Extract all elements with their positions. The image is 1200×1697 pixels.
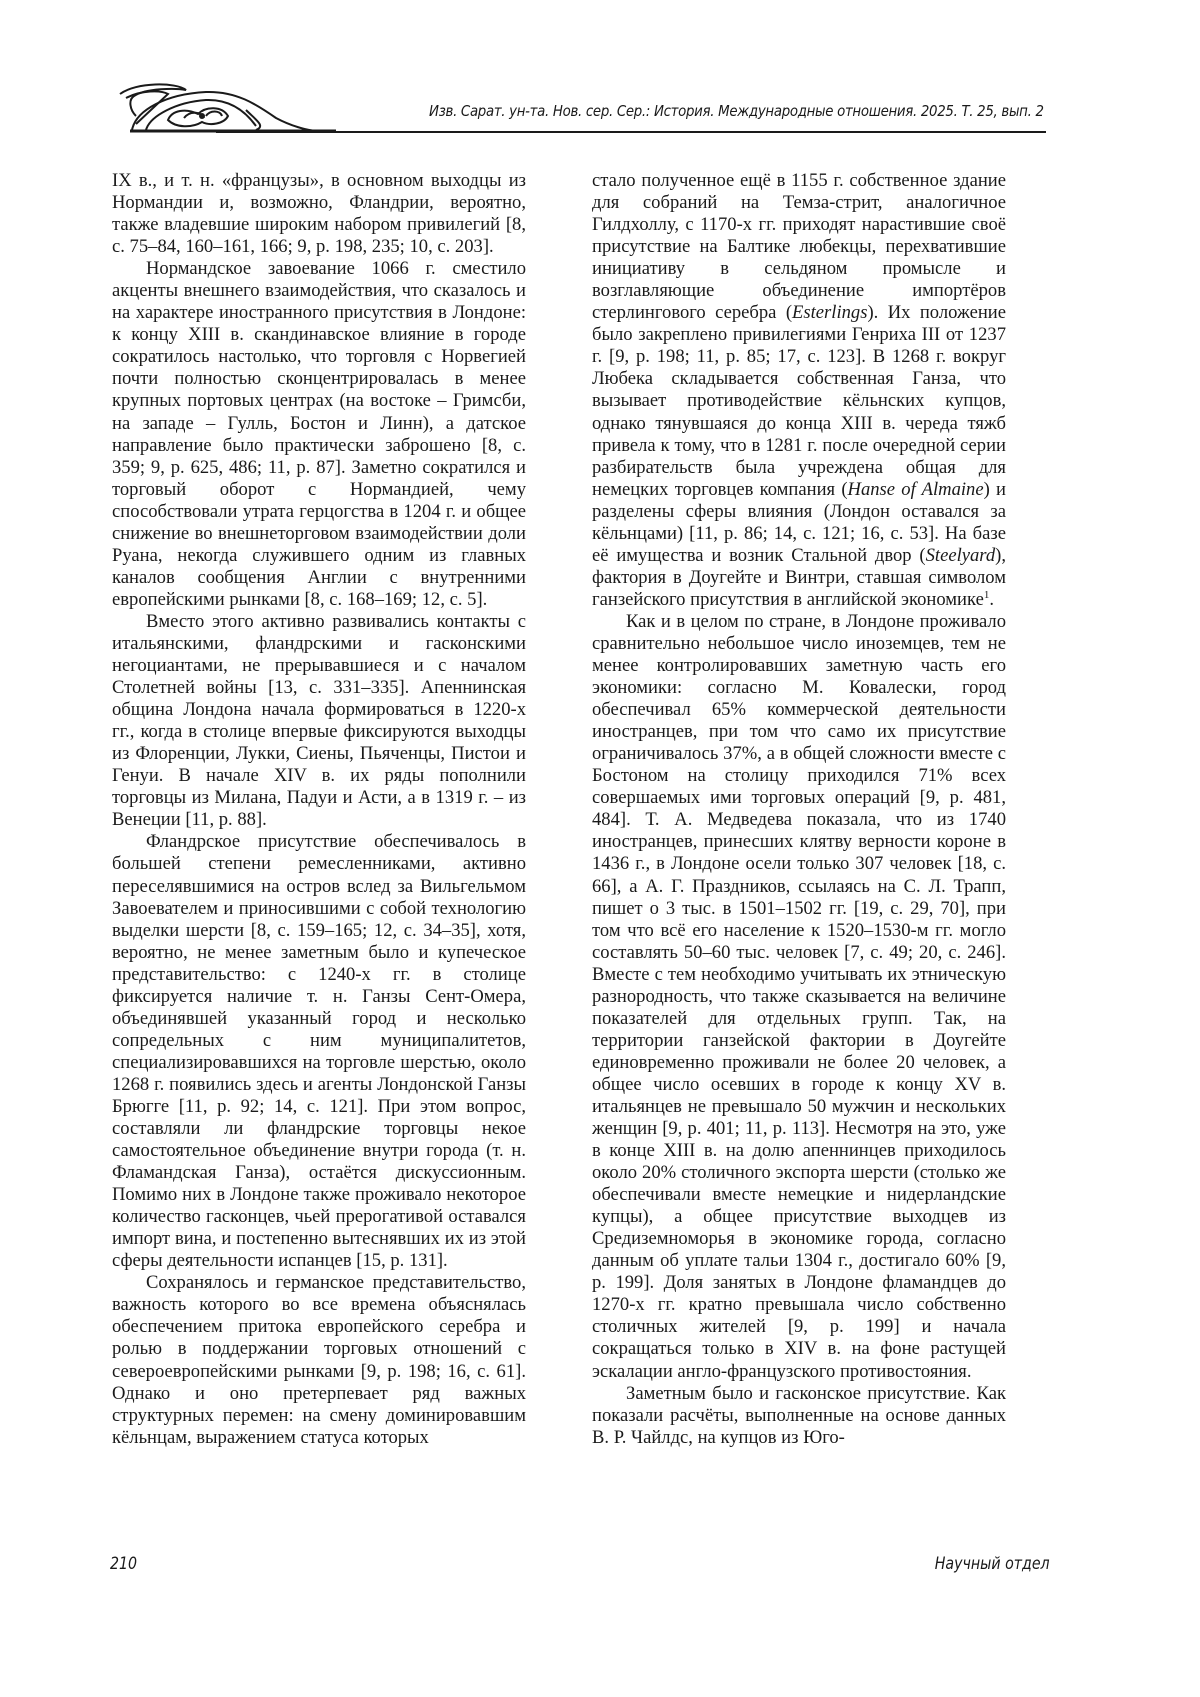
paragraph	[592, 170, 1006, 611]
paragraph: Сохранялось и германское представительство, важность которого во все времена объяснялась обеспечением притока европейского серебра и ролью в поддержании торговых отношений с североевропейскими рынками [9, p. 198; 16, с. 61]. Однако и оно претерпевает ряд важных структурных перемен: на смену доминировавшим кёльнцам, выражением статуса которых	[112, 1272, 526, 1448]
paragraph: Фландрское присутствие обеспечивалось в большей степени ремесленниками, активно переселявшимися на остров вслед за Вильгельмом Завоевателем и приносившими с собой технологию выделки шерсти [8, с. 159–165; 12, с. 34–35], хотя, вероятно, не менее заметным было и купеческое представительство: с 1240-х гг. в столице фиксируется наличие т. н. Ганзы Сент-Омера, объединявшей указанный город и несколько сопредельных с ним муниципалитетов, специализировавшихся на торговле шерстью, около 1268 г. появились здесь и агенты Лондонской Ганзы Брюгге [11, p. 92; 14, с. 121]. При этом вопрос, составляли ли фландрские торговцы некое самостоятельное объединение внутри города (т. н. Фламандская Ганза), остаётся дискуссионным. Помимо них в Лондоне также проживало некоторое количество гасконцев, чьей прерогативой оставался импорт вина, и постепенно вытеснявших их из этой сферы деятельности испанцев [15, p. 131].	[112, 831, 526, 1272]
paragraph: IX в., и т. н. «французы», в основном выходцы из Нормандии и, возможно, Фландрии, вероятно, также владевшие широким набором привилегий [8, с. 75–84, 160–161, 166; 9, p. 198, 235; 10, с. 203].	[112, 170, 526, 258]
italic-term: Hanse of Almaine	[847, 478, 984, 500]
section-name: Научный отдел	[935, 1554, 1050, 1573]
paragraph: Как и в целом по стране, в Лондоне проживало сравнительно небольшое число иноземцев, тем не менее контролировавших заметную часть его экономики: согласно М. Ковалески, город обеспечивал 65% коммерческой деятельности иностранцев, при том что само их присутствие ограничивалось 37%, а в общей сложности вместе с Бостоном на столицу приходился 71% всех совершаемых ими торговых операций [9, p. 481, 484]. Т. А. Медведева показала, что из 1740 иностранцев, принесших клятву верности короне в 1436 г., в Лондоне осели только 307 человек [18, с. 66], а А. Г. Праздников, ссылаясь на С. Л. Трапп, пишет о 3 тыс. в 1501–1502 гг. [19, с. 29, 70], при том что всё его население к 1520–1530-м гг. могло составлять 50–60 тыс. человек [7, с. 49; 20, с. 246]. Вместе с тем необходимо учитывать их этническую разнородность, что также сказывается на величине показателей для отдельных групп. Так, на территории ганзейской фактории в Доугейте единовременно проживали не более 20 человек, а общее число осевших в городе к концу XV в. итальянцев не превышало 50 мужчин и нескольких женщин [9, p. 401; 11, p. 113]. Несмотря на это, уже в конце XIII в. на долю апеннинцев приходилось около 20% столичного экспорта шерсти (столько же обеспечивали вместе немецкие и нидерландские купцы), а общее присутствие выходцев из Средиземноморья в экономике города, согласно данным об уплате тальи 1304 г., достигало 60% [9, p. 199]. Доля занятых в Лондоне фламандцев до 1270-х гг. кратно превышала число собственно столичных жителей [9, p. 199] и начала сокращаться только в XIV в. на фоне растущей эскалации англо-французского противостояния.	[592, 610, 1006, 1382]
right-column	[592, 170, 1006, 1449]
footnote-marker[interactable]: 1	[983, 588, 990, 601]
text-run: .	[989, 588, 994, 610]
text-run: ). Их положение было закреплено привилегиями Генриха III от 1237 г. [9, p. 198; 11, p. 85; 17, с. 123]. В 1268 г. вокруг Любека складывается собственная Ганза, что вызывает противодействие кёльнских купцов, однако тянувшаяся до конца XIII в. череда тяжб привела к тому, что в 1281 г. после очередной серии разбирательств была учреждена общая для немецких торговцев компания (	[592, 302, 1006, 500]
italic-term: Esterlings	[792, 302, 868, 324]
header-rule	[216, 131, 1046, 133]
text-run: ), фактория в Доугейте и Винтри, ставшая символом ганзейского присутствия в английской экономике	[592, 544, 1006, 610]
italic-term: Steelyard	[925, 544, 996, 566]
paragraph: Нормандское завоевание 1066 г. сместило акценты внешнего взаимодействия, что сказалось и на характере иностранного присутствия в Лондоне: к концу XIII в. скандинавское влияние в городе сократилось настолько, что торговля с Норвегией почти полностью сконцентрировалась в менее крупных портовых центрах (на востоке – Гримсби, на западе – Гулль, Бостон и Линн), а датское направление было практически заброшено [8, с. 359; 9, p. 625, 486; 11, p. 87]. Заметно сократился и торговый оборот с Нормандией, чему способствовали утрата герцогства в 1204 г. и общее снижение во внешнеторговом взаимодействии доли Руана, некогда служившего одним из главных каналов сообщения Англии с внутренними европейскими рынками [8, с. 168–169; 12, с. 5].	[112, 258, 526, 610]
text-run: ) и разделены сферы влияния (Лондон оставался за кёльнцами) [11, p. 86; 14, с. 121; 16, с. 53]. На базе её имущества и возник Стальной двор (	[592, 478, 1007, 566]
art-nouveau-ornament-icon	[106, 80, 336, 134]
paragraph: Вместо этого активно развивались контакты с итальянскими, фландрскими и гасконскими негоциантами, не прерывавшиеся и с началом Столетней войны [13, с. 331–335]. Апеннинская община Лондона начала формироваться в 1220-х гг., когда в столице впервые фиксируются выходцы из Флоренции, Лукки, Сиены, Пьяченцы, Пистои и Генуи. В начале XIV в. их ряды пополнили торговцы из Милана, Падуи и Асти, а в 1319 г. – из Венеции [11, p. 88].	[112, 610, 526, 831]
running-header	[106, 80, 1046, 134]
text-run: стало полученное ещё в 1155 г. собственное здание для собраний на Темза-стрит, аналогичное Гилдхоллу, с 1170-х гг. приходят нарастившие своё присутствие на Балтике любекцы, перехватившие инициативу в сельдяном промысле и возглавляющие объединение импортёров стерлингового серебра (	[592, 170, 1006, 324]
paragraph: Заметным было и гасконское присутствие. Как показали расчёты, выполненные на основе данных В. Р. Чайлдс, на купцов из Юго-	[592, 1382, 1006, 1448]
running-title: Изв. Сарат. ун-та. Нов. сер. Сер.: История. Международные отношения. 2025. Т. 25, вып. 2	[429, 102, 1044, 120]
page-number: 210	[110, 1554, 138, 1573]
left-column	[112, 170, 526, 1449]
